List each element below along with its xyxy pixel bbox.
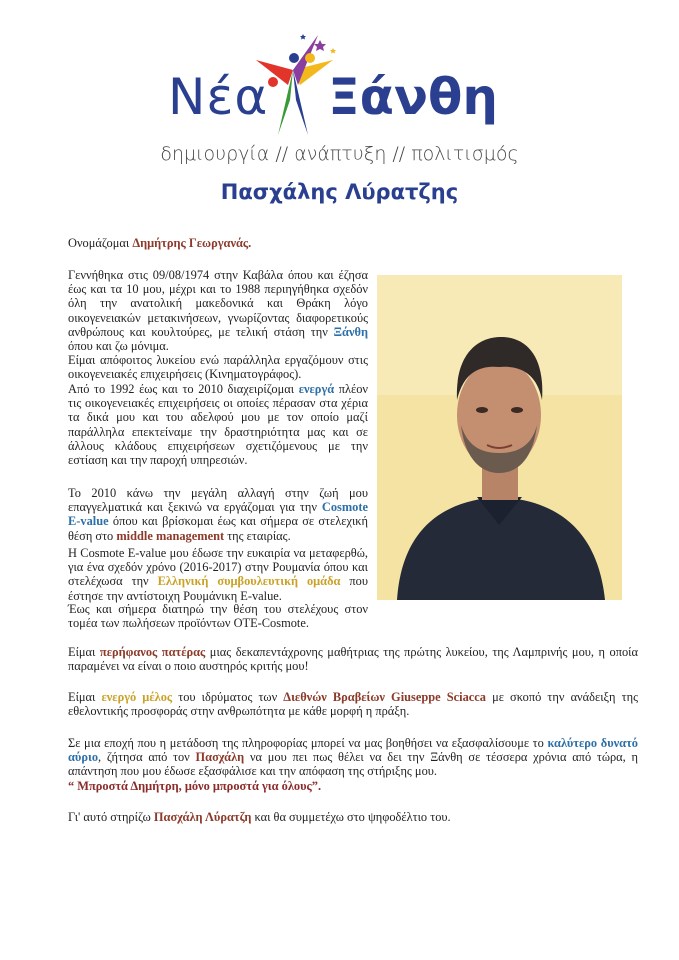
text-span: που έστησε την αντίστοιχη Ρουμάνικη E-value. [68, 574, 368, 603]
paragraph-birth [68, 268, 368, 353]
text-span: με σκοπό την ανάδειξη της εθελοντικής προσφοράς στην ανθρωπότητα με κάθε μορφή η πράξη. [68, 690, 638, 719]
paragraph-cosmote [68, 486, 368, 543]
highlight-energa: ενεργά [298, 382, 335, 396]
paragraph-education [68, 353, 368, 381]
text-span: Γι' αυτό στηρίζω [68, 810, 154, 824]
slogan: δημιουργία // ανάπτυξη // πολιτισμός [160, 143, 519, 165]
star-figure-icon [248, 30, 338, 140]
candidate-name: Πασχάλης Λύρατζης [220, 180, 459, 204]
text-span: Είμαι [68, 690, 102, 704]
text-span: Γεννήθηκα στις 09/08/1974 στην Καβάλα όπου και έζησα έως και τα 10 μου, μέχρι και το 1988 περιηγήθηκα σχεδόν όλη την ανατολική μακεδονικά και Θράκη λόγο οικογενειακών μετακινήσεων, γνωρίζοντας διαφορετικούς ανθρώπους και κουλτούρες, με τελική στάση την [68, 268, 368, 339]
intro-prefix: Ονομάζομαι [68, 236, 133, 250]
text-span: Η Cosmote E-value μου έδωσε την ευκαιρία να μεταφερθώ, για ένα σχεδόν χρόνο (2016-2017) στην Ρουμανία όπου και στελέχωσα την [68, 546, 368, 589]
intro-line [68, 236, 368, 250]
logo-text-xanthi: Ξάνθη [328, 68, 498, 126]
highlight-candidate-name: Πασχάλη Λύρατζη [153, 810, 252, 824]
text-span: Είμαι απόφοιτος λυκείου ενώ παράλληλα εργαζόμουν στις οικογενειακές επιχειρήσεις (Κινηματογράφος). [68, 353, 368, 382]
quote: “ Μπροστά Δημήτρη, μόνο μπροστά για όλους”. [68, 778, 322, 793]
highlight-proud-father: περήφανος πατέρας [99, 645, 206, 659]
text-span: και θα συμμετέχω στο ψηφοδέλτιο του. [251, 810, 451, 824]
highlight-cosmote: Cosmote E-value [68, 500, 368, 529]
highlight-middle-management: middle management [116, 528, 225, 543]
highlight-awards: Διεθνών Βραβείων Giuseppe Sciacca [283, 690, 486, 704]
paragraph-current-position [68, 602, 368, 630]
header [0, 0, 679, 215]
text-span: Σε μια εποχή που η μετάδοση της πληροφορίας μπορεί να μας βοηθήσει να εξασφαλίσουμε το [68, 736, 548, 750]
text-span: όπου και βρίσκομαι έως και σήμερα σε στελεχική θέση στο [68, 514, 368, 543]
paragraph-romania [68, 546, 368, 603]
highlight-greek-team: Ελληνική συμβουλευτική ομάδα [157, 574, 341, 589]
paragraph-future [68, 736, 638, 793]
highlight-best-tomorrow: καλύτερο δυνατό αύριο [68, 736, 638, 765]
text-span: να μου πει πως θέλει να δει την Ξάνθη σε τέσσερα χρόνια από τώρα, η απάντηση που μου έδωσε εξασφάλισε και την απόφαση της στήριξης μου. [68, 750, 638, 779]
portrait-figure [377, 275, 622, 600]
text-span: Έως και σήμερα διατηρώ την θέση του στελέχους στον τομέα των πωλήσεων προϊόντων OTE-Cosmote. [68, 602, 368, 631]
paragraph-business [68, 382, 368, 467]
text-span: του ιδρύματος των [172, 690, 284, 704]
text-span: μιας δεκαπεντάχρονης μαθήτριας της πρώτης λυκείου, της Λαμπρινής μου, η οποία παραμένει να είναι ο ποιο αυστηρός κριτής μου! [68, 645, 639, 674]
text-span: της εταιρίας. [224, 528, 291, 543]
nea-xanthi-logo [168, 30, 518, 145]
text-span: Το 2010 κάνω την μεγάλη αλλαγή στην ζωή μου επαγγελματικά και ξεκινώ να εργάζομαι για την [68, 486, 368, 515]
paragraph-closing [68, 810, 638, 824]
text-span: Είμαι [68, 645, 100, 659]
text-span: , ζήτησα από τον [98, 750, 196, 765]
text-span: Από το 1992 έως και το 2010 διαχειρίζομαι [68, 382, 299, 396]
highlight-xanthi: Ξάνθη [333, 324, 368, 339]
logo-text-nea: Νέα [168, 68, 269, 126]
paragraph-father [68, 645, 638, 673]
portrait-photo [377, 275, 622, 600]
highlight-active-member: ενεργό μέλος [101, 690, 173, 704]
highlight-paschalis: Πασχάλη [195, 750, 245, 765]
text-span: πλέον τις οικογενειακές επιχειρήσεις οι οποίες πέρασαν στα χέρια τα δικά μου και του αδελφού μου με τον οποίο μαζί παράλληλα επεκτείναμε την δραστηριότητα μας και σε άλλους κλάδους επιχειρήσεων σχετιζόμενους με την εστίαση και την παροχή υπηρεσιών. [68, 382, 368, 468]
paragraph-volunteer [68, 690, 638, 718]
text-span: όπου και ζω μόνιμα. [68, 339, 169, 354]
author-name: Δημήτρης Γεωργανάς. [132, 236, 252, 250]
